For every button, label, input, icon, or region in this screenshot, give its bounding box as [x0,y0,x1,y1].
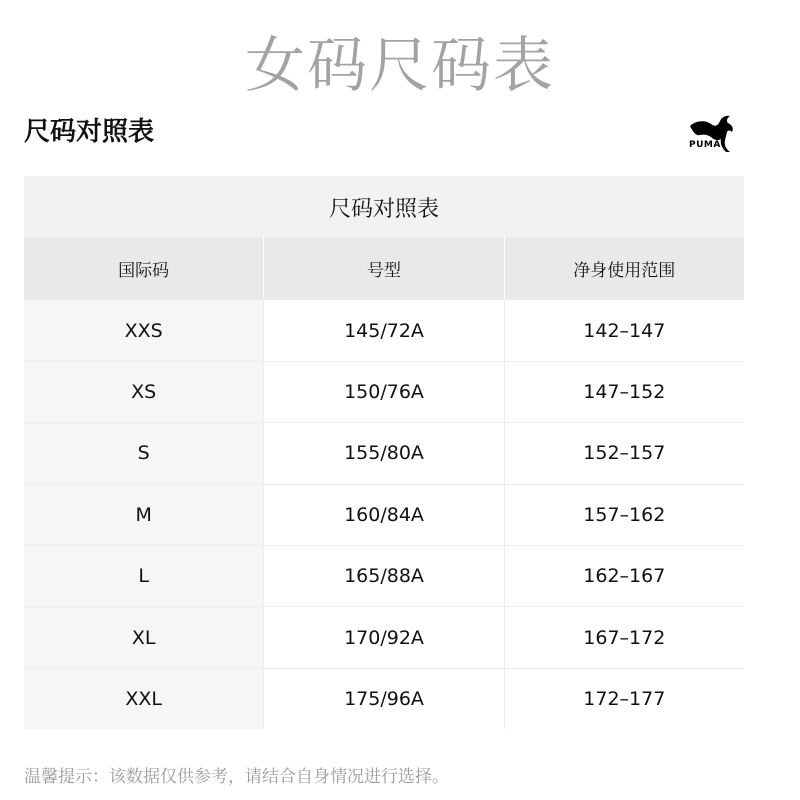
table-row [24,299,744,360]
cell-body-range: 152–157 [504,422,744,483]
cell-size-code: 150/76A [263,361,503,422]
cell-size-code: 165/88A [263,545,503,606]
cell-body-range: 147–152 [504,361,744,422]
puma-wordmark: PUMA [689,140,721,150]
cell-body-range: 157–162 [504,484,744,545]
table-row [24,668,744,729]
table-row [24,484,744,545]
header-body-range: 净身使用范围 [504,238,744,299]
cell-international-size: XXL [24,668,263,729]
cell-size-code: 155/80A [263,422,503,483]
cell-size-code: 145/72A [263,299,503,360]
table-row [24,545,744,606]
cell-body-range: 167–172 [504,606,744,667]
table-header-row [24,238,744,299]
table-caption: 尺码对照表 [24,176,744,238]
cell-size-code: 170/92A [263,606,503,667]
header-international-size: 国际码 [24,238,263,299]
table-row [24,606,744,667]
cell-body-range: 142–147 [504,299,744,360]
cell-international-size: XL [24,606,263,667]
table-row [24,361,744,422]
cell-body-range: 162–167 [504,545,744,606]
cell-international-size: L [24,545,263,606]
puma-logo [680,112,738,156]
cell-international-size: XXS [24,299,263,360]
cell-size-code: 175/96A [263,668,503,729]
cell-international-size: M [24,484,263,545]
cell-international-size: XS [24,361,263,422]
reference-tip: 温馨提示：该数据仅供参考，请结合自身情况进行选择。 [24,767,449,787]
page-banner-title: 女码尺码表 [245,31,555,101]
table-row [24,422,744,483]
size-chart-table [24,176,744,729]
header-size-code: 号型 [263,238,503,299]
cell-international-size: S [24,422,263,483]
cell-size-code: 160/84A [263,484,503,545]
cell-body-range: 172–177 [504,668,744,729]
section-title: 尺码对照表 [24,117,155,147]
